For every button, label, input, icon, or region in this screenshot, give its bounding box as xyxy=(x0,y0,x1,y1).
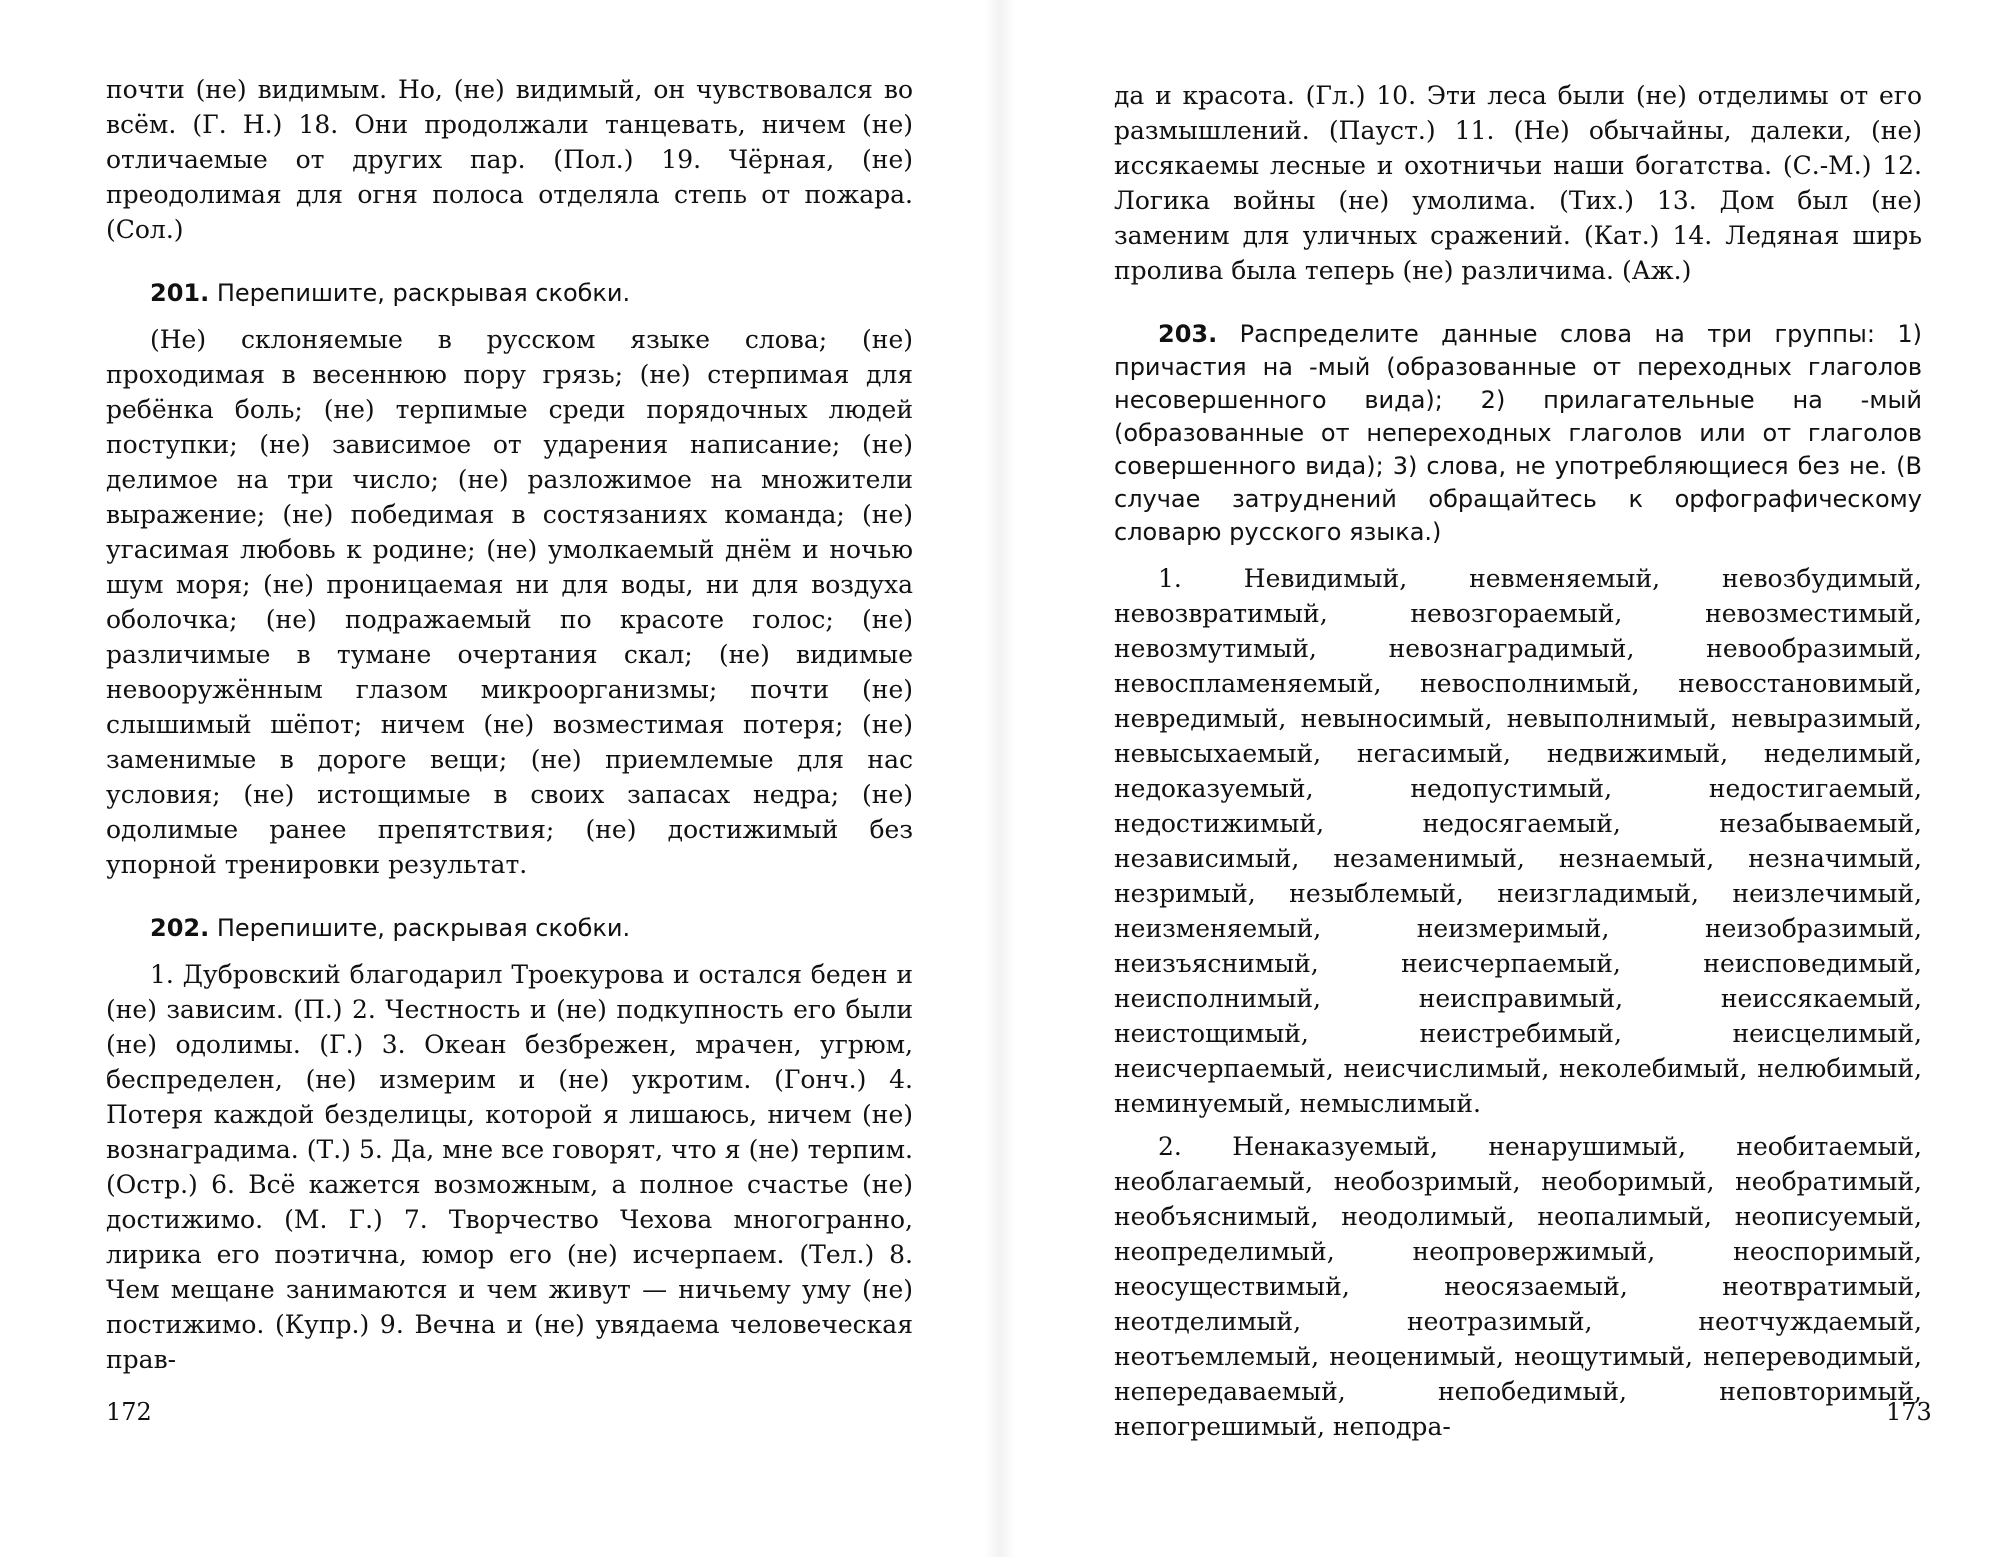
exercise-202 xyxy=(106,912,913,1377)
exercise-body: (Не) склоняемые в русском языке слова; (не) проходимая в весеннюю пору грязь; (не) стерпимая для ребёнка боль; (не) терпимые среди порядочных людей поступки; (не) зависимое от ударения написание; (не) делимое на три число; (не) разложимое на множители выражение; (не) победимая в состязаниях команда; (не) угасимая любовь к родине; (не) умолкаемый днём и ночью шум моря; (не) проницаемая ни для воды, ни для воздуха оболочка; (не) подражаемый по красоте голос; (не) различимые в тумане очертания скал; (не) видимые невооружённым глазом микроорганизмы; почти (не) слышимый шёпот; ничем (не) возместимая потеря; (не) заменимые в дороге вещи; (не) приемлемые для нас условия; (не) истощимые в своих запасах недра; (не) одолимые ранее препятствия; (не) достижимый без упорной тренировки результат. xyxy=(106,325,913,879)
exercise-number: 203. xyxy=(1158,320,1218,348)
exercise-instruction: Перепишите, раскрывая скобки. xyxy=(216,279,631,307)
exercise-instruction: Распределите данные слова на три группы: 1) причастия на -мый (образованные от переходных глаголов несовершенного вида); 2) прилагательные на -мый (образованные от непереходных глаголов или от глаголов совершенного вида); 3) слова, не употребляющиеся без не. (В случае затруднений обращайтесь к орфографическому словарю русского языка.) xyxy=(1114,320,1922,546)
exercise-number: 201. xyxy=(150,279,210,307)
exercise-203 xyxy=(1114,318,1922,1444)
word-group-1: 1. Невидимый, невменяемый, невозбудимый, невозвратимый, невозгораемый, невозместимый, невозмутимый, невознаградимый, невообразимый, невоспламеняемый, невосполнимый, невосстановимый, невредимый, невыносимый, невыполнимый, невыразимый, невысыхаемый, негасимый, недвижимый, неделимый, недоказуемый, недопустимый, недостигаемый, недостижимый, недосягаемый, незабываемый, независимый, незаменимый, незнаемый, незначимый, незримый, незыблемый, неизгладимый, неизлечимый, неизменяемый, неизмеримый, неизобразимый, неизъяснимый, неисчерпаемый, неисповедимый, неисполнимый, неисправимый, неиссякаемый, неистощимый, неистребимый, неисцелимый, неисчерпаемый, неисчислимый, неколебимый, нелюбимый, неминуемый, немыслимый. xyxy=(1114,564,1922,1118)
exercise-task xyxy=(106,277,913,310)
exercise-201 xyxy=(106,277,913,882)
left-text-column xyxy=(106,72,913,1385)
exercise-task xyxy=(106,912,913,945)
exercise-number: 202. xyxy=(150,914,210,942)
page-number: 173 xyxy=(1886,1398,1932,1426)
page-number: 172 xyxy=(106,1398,152,1426)
exercise-instruction: Перепишите, раскрывая скобки. xyxy=(216,914,631,942)
word-group-2: 2. Ненаказуемый, ненарушимый, необитаемый, необлагаемый, необозримый, необоримый, необратимый, необъяснимый, неодолимый, неопалимый, неописуемый, неопределимый, неопровержимый, неоспоримый, неосуществимый, неосязаемый, неотвратимый, неотделимый, неотразимый, неотчуждаемый, неотъемлемый, неоценимый, неощутимый, непереводимый, непередаваемый, непобедимый, неповторимый, непогрешимый, неподра- xyxy=(1114,1132,1922,1441)
right-text-column xyxy=(1114,78,1922,1452)
right-page xyxy=(1000,0,2000,1557)
continuation-paragraph: почти (не) видимым. Но, (не) видимый, он чувствовался во всём. (Г. Н.) 18. Они продолжали танцевать, ничем (не) отличаемые от других пар. (Пол.) 19. Чёрная, (не) преодолимая для огня полоса отделяла степь от пожара. (Сол.) xyxy=(106,75,913,244)
exercise-body: 1. Дубровский благодарил Троекурова и остался беден и (не) зависим. (П.) 2. Честность и (не) подкупность его были (не) одолимы. (Г.) 3. Океан безбрежен, мрачен, угрюм, беспределен, (не) измерим и (не) укротим. (Гонч.) 4. Потеря каждой безделицы, которой я лишаюсь, ничем (не) вознаградима. (Т.) 5. Да, мне все говорят, что я (не) терпим. (Остр.) 6. Всё кажется возможным, а полное счастье (не) достижимо. (М. Г.) 7. Творчество Чехова многогранно, лирика его поэтична, юмор его (не) исчерпаем. (Тел.) 8. Чем мещане занимаются и чем живут — ничьему уму (не) постижимо. (Купр.) 9. Вечна и (не) увядаема человеческая прав- xyxy=(106,960,913,1374)
exercise-task xyxy=(1114,318,1922,549)
continuation-paragraph: да и красота. (Гл.) 10. Эти леса были (не) отделимы от его размышлений. (Пауст.) 11. (Не) обычайны, далеки, (не) иссякаемы лесные и охотничьи наши богатства. (С.-М.) 12. Логика войны (не) умолима. (Тих.) 13. Дом был (не) заменим для уличных сражений. (Кат.) 14. Ледяная ширь пролива была теперь (не) различима. (Аж.) xyxy=(1114,81,1922,285)
